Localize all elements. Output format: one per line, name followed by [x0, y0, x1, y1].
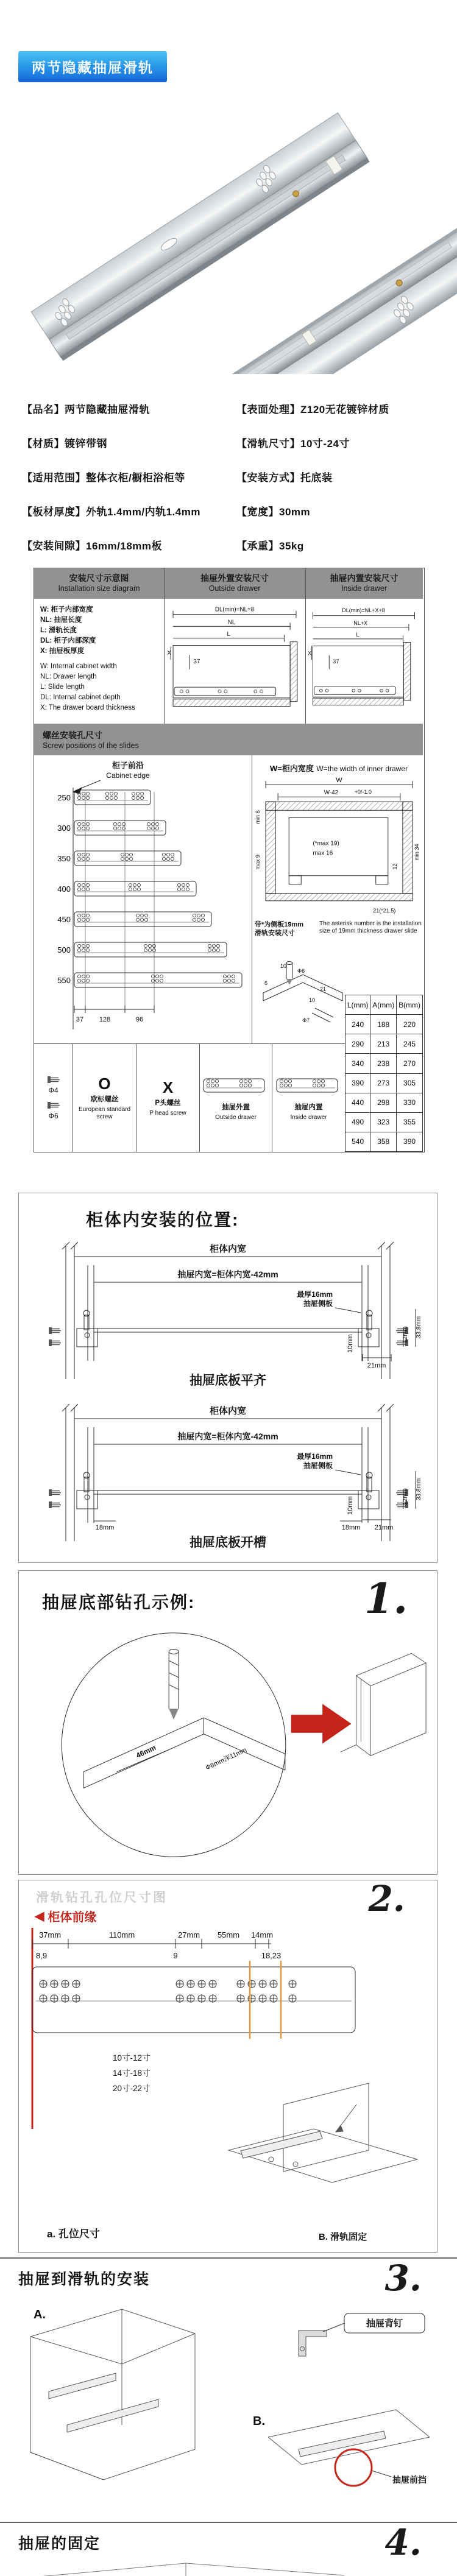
spec-item: 【承重】35kg — [236, 540, 304, 552]
size-range: 20寸-22寸 — [113, 2084, 151, 2093]
cabinet-walls — [62, 1242, 394, 1379]
dim-label: 抽屉内宽=柜体内宽-42mm — [177, 1431, 278, 1441]
dim-label: min 6 — [255, 810, 261, 824]
cell: 220 — [397, 1015, 423, 1034]
partial-diagram — [3, 2561, 454, 2576]
cabinet-edge-label-en: Cabinet edge — [106, 771, 150, 780]
legend-cell-european-screw — [73, 1044, 136, 1152]
dim-label: L — [356, 632, 360, 638]
dim-label: 12mm — [402, 1326, 409, 1343]
header-cn: 抽屉内置安装尺寸 — [330, 573, 399, 584]
cabinet-edge-line — [73, 780, 101, 1029]
caption-en: Inside drawer — [290, 1114, 327, 1121]
screw-position-ladder — [37, 758, 250, 1040]
caption-en: Outside drawer — [215, 1114, 257, 1121]
sub-label-b: B. — [253, 2415, 265, 2428]
cell: 238 — [370, 1054, 397, 1073]
note-cn-line: 滑轨安装尺寸 — [255, 930, 295, 937]
dim-label: 37 — [332, 658, 339, 665]
cross-section-diagram — [255, 774, 423, 919]
dim-label: 柜体内宽 — [209, 1406, 247, 1416]
cell: 540 — [345, 1132, 370, 1151]
caption-cn: 抽屉内置 — [294, 1104, 323, 1111]
section-title: 柜体内安装的位置: — [86, 1210, 239, 1229]
detail-circle — [62, 1633, 286, 1857]
hole-dimension-diagram — [27, 1928, 430, 2245]
bottom-panel-hatch — [266, 894, 413, 901]
cell: 305 — [397, 1073, 423, 1093]
legend-line: NL: 抽屉长度 — [40, 616, 82, 624]
dim-label: NL — [227, 619, 236, 626]
drilling-example-box — [18, 1570, 438, 1875]
diagram-caption: 抽屉底板开槽 — [190, 1536, 266, 1550]
dim-label: 18,23 — [261, 1951, 282, 1960]
dim-label: 10 — [309, 997, 316, 1003]
back-pin-label: 抽屉背钉 — [366, 2318, 403, 2329]
table-row — [345, 1132, 423, 1151]
front-stop-label: 抽屉前挡 — [392, 2475, 427, 2485]
dimension-legend — [40, 605, 135, 713]
dim-label: 抽屉侧板 — [303, 1461, 333, 1470]
cabinet-iso-b — [268, 2410, 430, 2465]
dim-label: (*max 19) — [313, 840, 339, 847]
cell: 390 — [397, 1132, 423, 1151]
cell: 355 — [397, 1112, 423, 1132]
header-cn: 抽屉外置安装尺寸 — [200, 573, 269, 584]
bottom-dimension — [74, 1006, 154, 1013]
drill-tip — [169, 1709, 179, 1720]
mount-section — [0, 2257, 457, 2522]
step-number: 4. — [384, 2522, 422, 2563]
dim-label: 21 — [320, 986, 327, 992]
screw-name-cn: P头螺丝 — [155, 1099, 181, 1107]
step-number: 1. — [364, 1575, 408, 1623]
outside-drawer-diagram — [166, 602, 303, 722]
cell: 358 — [370, 1132, 397, 1151]
dim-label: 110mm — [108, 1930, 135, 1939]
slide-bars — [74, 790, 242, 987]
spec-item: 【安装方式】托底装 — [236, 471, 333, 484]
cabinet-position-box — [18, 1193, 438, 1563]
screw-name-en: P head screw — [149, 1110, 186, 1117]
dim-label: Φ8mm深11mm — [204, 1746, 248, 1772]
legend-line: X: The drawer board thickness — [40, 704, 135, 711]
band-title-cn: 螺丝安装孔尺寸 — [43, 730, 102, 740]
dim-label: 33.8mm — [416, 1478, 422, 1500]
grooved-bottom-diagram — [30, 1398, 426, 1553]
spec-item: 【滑轨尺寸】10寸-24寸 — [236, 437, 350, 450]
cabinet-wall-hatch — [290, 642, 297, 702]
legend-cell-inside-drawer — [272, 1044, 345, 1152]
dim-label: W — [336, 777, 342, 785]
length-table — [345, 995, 423, 1152]
cell: 245 — [397, 1034, 423, 1054]
table-row — [345, 1034, 423, 1054]
legend-line: W: Internal cabinet width — [40, 663, 117, 670]
size-range: 14寸-18寸 — [113, 2069, 151, 2078]
spec-column-left — [22, 391, 200, 562]
cell: 270 — [397, 1054, 423, 1073]
diagram-header-band — [34, 568, 423, 599]
bracket-hole — [85, 1333, 90, 1338]
dim-label: 10 — [280, 963, 287, 969]
header-en: Outside drawer — [208, 584, 261, 593]
x-mark: X — [162, 1078, 174, 1096]
table-header: A(mm) — [370, 995, 397, 1015]
dim-label: 9 — [173, 1951, 178, 1960]
dim-label: 6 — [264, 980, 268, 986]
dim-label: 12 — [391, 863, 398, 870]
red-circle-highlight — [335, 2449, 372, 2486]
cell: 298 — [370, 1093, 397, 1112]
dim-label: Φ6 — [297, 968, 305, 974]
slide-holes — [320, 689, 389, 692]
cabinet-floor-hatch — [173, 699, 290, 707]
table-row — [345, 1054, 423, 1073]
bracket-hole — [85, 1495, 90, 1500]
top-panel-hatch — [266, 802, 413, 810]
faded-title: 滑轨钻孔孔位尺寸图 — [36, 1891, 168, 1905]
dim-label: max 9 — [255, 855, 261, 870]
drawer-iso — [341, 1653, 426, 1756]
dim-label: 46mm — [135, 1743, 158, 1760]
cabinet-iso-a — [30, 2309, 195, 2480]
hole-position-box — [18, 1880, 438, 2253]
front-edge-text: 柜体前缘 — [48, 1911, 97, 1924]
dimension-ticks — [32, 1939, 271, 1949]
product-photo — [0, 74, 457, 374]
flush-bottom-diagram — [30, 1236, 426, 1391]
banner-title: 两节隐藏抽屉滑轨 — [32, 60, 154, 76]
dim-label: 37 — [76, 1016, 84, 1023]
dim-label: DL(min)=NL+8 — [214, 606, 255, 613]
slide-body — [32, 1967, 355, 2033]
length-label: 350 — [57, 854, 71, 863]
legend-line: DL: Internal cabinet depth — [40, 694, 121, 701]
dim-label: 21(*21.5) — [373, 907, 396, 914]
step-number: 2. — [368, 1878, 405, 1919]
screw-size-label: Φ4 — [48, 1086, 58, 1095]
dim-label: X — [167, 650, 171, 657]
leader-line — [372, 2471, 391, 2477]
spec-item: 【品名】两节隐藏抽屉滑轨 — [22, 403, 150, 415]
leader-line — [323, 2323, 344, 2332]
dim-label: 14mm — [250, 1930, 274, 1939]
cabinet-floor-hatch — [313, 698, 404, 705]
legend-strip — [34, 1043, 345, 1152]
dim-label: 18mm — [341, 1524, 361, 1531]
bracket-hole — [366, 1333, 371, 1338]
dim-label: 21mm — [367, 1362, 386, 1369]
table-row — [345, 1073, 423, 1093]
dim-label: max 16 — [313, 850, 333, 857]
dim-label: 10mm — [347, 1496, 354, 1515]
dim-label: 最厚16mm — [297, 1290, 333, 1299]
width-note — [255, 762, 423, 774]
screw-icon — [46, 1076, 61, 1084]
spec-item: 【表面处理】Z120无花镀锌材质 — [236, 403, 389, 415]
caption-cn: 抽屉外置 — [222, 1104, 250, 1111]
right-wall-hatch — [403, 802, 413, 894]
cell: 213 — [370, 1034, 397, 1054]
dim-label: 18mm — [95, 1524, 115, 1531]
length-label: 500 — [57, 945, 71, 955]
section-title: 抽屉的固定 — [18, 2535, 101, 2552]
length-label: 300 — [57, 824, 71, 833]
o-mark: O — [98, 1075, 111, 1093]
bracket-hole — [366, 1495, 371, 1500]
cabinet-edge-label-cn: 柜子前沿 — [112, 761, 144, 770]
note-cn-line: 带*为侧板19mm — [255, 921, 304, 928]
slide-holes — [180, 690, 263, 693]
legend-cell-screws — [34, 1044, 73, 1152]
dim-label: 37mm — [38, 1930, 62, 1939]
spec-item: 【适用范围】整体衣柜/橱柜浴柜等 — [22, 471, 185, 484]
dim-label: 96 — [135, 1016, 144, 1023]
legend-line: W: 柜子内部宽度 — [40, 606, 93, 613]
length-label: 400 — [57, 884, 71, 894]
cabinet-front-edge-label — [35, 1907, 96, 1925]
cell: 188 — [370, 1015, 397, 1034]
mini-slide-outside — [202, 1075, 269, 1099]
dim-label: 柜体内宽 — [209, 1244, 247, 1254]
red-arrow-icon — [291, 1704, 352, 1743]
dim-label: 37 — [193, 658, 200, 665]
cutoff-lines — [40, 2563, 344, 2576]
slide-mount-iso — [228, 2083, 417, 2183]
slide-fix-label: B. 滑轨固定 — [319, 2232, 367, 2242]
dim-label: 128 — [99, 1016, 111, 1023]
left-arrow-icon: ◀ — [35, 1910, 44, 1923]
cabinet-walls — [62, 1404, 394, 1541]
band-title-en: Screw positions of the slides — [43, 741, 139, 750]
dim-label: 12mm — [402, 1488, 409, 1505]
length-label: 450 — [57, 915, 71, 924]
spec-item: 【板材厚度】外轨1.4mm/内轨1.4mm — [22, 506, 200, 518]
legend-cell-outside-drawer — [200, 1044, 272, 1152]
length-label: 250 — [57, 793, 71, 802]
dim-label: 33.8mm — [416, 1316, 422, 1338]
legend-line: NL: Drawer length — [40, 673, 97, 680]
legend-line: DL: 柜子内部深度 — [40, 637, 96, 644]
table-row — [345, 1112, 423, 1132]
table-row — [345, 1093, 423, 1112]
cell: 440 — [345, 1093, 370, 1112]
width-note-cn: W=柜内宽度 — [269, 764, 314, 773]
fix-section — [0, 2522, 457, 2576]
screw-icons — [49, 1489, 408, 1508]
dim-label: 10mm — [347, 1334, 354, 1353]
mount-diagrams — [12, 2300, 445, 2516]
drilling-diagram — [257, 959, 349, 1029]
width-note-en: W=the width of inner drawer — [316, 764, 408, 773]
header-outside-drawer — [164, 568, 305, 599]
cell: 290 — [345, 1034, 370, 1054]
header-cn: 安装尺寸示意图 — [69, 573, 129, 584]
dim-label: 8,9 — [36, 1951, 48, 1960]
left-wall-hatch — [266, 802, 275, 894]
dim-tolerance: +0/-1.0 — [354, 789, 372, 796]
dim-label: NL+X — [353, 619, 368, 626]
mini-slide-inside — [275, 1075, 342, 1099]
drill-bit-icon — [169, 1649, 179, 1709]
dim-label: 27mm — [177, 1930, 200, 1939]
dimension-lines — [266, 781, 413, 884]
screw-name-cn: 欧标螺丝 — [90, 1096, 119, 1103]
drill-top — [286, 962, 292, 965]
dim-label: DL(min)=NL+X+8 — [342, 607, 385, 613]
screw-size-label: Φ6 — [48, 1112, 58, 1120]
dim-label: W-42 — [324, 789, 339, 797]
spec-column-right — [236, 391, 389, 562]
board-iso — [83, 1718, 285, 1788]
screw-icon — [46, 1102, 61, 1109]
screw-positions-band — [34, 724, 423, 755]
length-label: 550 — [57, 976, 71, 985]
dim-label: min 34 — [413, 844, 420, 861]
section-title: 抽屉到滑轨的安装 — [18, 2271, 151, 2288]
note-en: The asterisk number is the installation size of 19mm thickness drawer slide — [319, 920, 422, 934]
cabinet-wall-hatch — [403, 643, 410, 700]
cell: 240 — [345, 1015, 370, 1034]
legend-line: X: 抽屉板厚度 — [40, 648, 85, 655]
legend-line: L: Slide length — [40, 683, 85, 691]
dim-label: 21mm — [374, 1524, 394, 1531]
inside-drawer-diagram — [307, 602, 420, 722]
cell: 490 — [345, 1112, 370, 1132]
spec-item: 【材质】镀锌带钢 — [22, 437, 107, 450]
rear-hook-bracket-icon — [299, 2331, 327, 2356]
table-row — [345, 1015, 423, 1034]
step-number: 3. — [384, 2257, 422, 2299]
installation-size-diagram-block — [34, 568, 425, 1152]
table-header: L(mm) — [345, 995, 370, 1015]
cell: 340 — [345, 1054, 370, 1073]
legend-cell-p-head-screw — [136, 1044, 200, 1152]
hole-size-label: a. 孔位尺寸 — [47, 2228, 100, 2240]
screw-icons — [49, 1327, 408, 1346]
header-en: Installation size diagram — [58, 584, 140, 593]
cell: 330 — [397, 1093, 423, 1112]
cell: 273 — [370, 1073, 397, 1093]
legend-line: L: 滑轨长度 — [40, 627, 77, 634]
header-inside-drawer — [305, 568, 423, 599]
screw-name-en: European standard screw — [78, 1106, 131, 1120]
cell: 323 — [370, 1112, 397, 1132]
size-range: 10寸-12寸 — [113, 2053, 151, 2063]
section-title: 抽屉底部钻孔示例: — [42, 1593, 196, 1612]
mounting-holes — [40, 1980, 296, 2002]
asterisk-note — [255, 920, 422, 937]
cell: 390 — [345, 1073, 370, 1093]
dim-label: 抽屉侧板 — [303, 1299, 333, 1308]
dim-label: X — [307, 650, 312, 657]
sub-label-a: A. — [34, 2308, 46, 2321]
dim-label: L — [227, 630, 230, 638]
dim-label: 最厚16mm — [297, 1452, 333, 1461]
hole-column-guides — [85, 792, 154, 1013]
header-en: Inside drawer — [341, 584, 388, 593]
drill-detail-diagram — [24, 1618, 431, 1871]
diagram-caption: 抽屉底板平齐 — [190, 1374, 266, 1388]
spec-item: 【宽度】30mm — [236, 506, 311, 518]
dim-label: 抽屉内宽=柜体内宽-42mm — [177, 1269, 278, 1279]
header-installation-size — [34, 568, 164, 599]
dim-label: Φ7 — [302, 1017, 310, 1023]
dim-label: 55mm — [217, 1930, 240, 1939]
table-header: B(mm) — [397, 995, 423, 1015]
spec-item: 【安装间隙】16mm/18mm板 — [22, 540, 163, 552]
